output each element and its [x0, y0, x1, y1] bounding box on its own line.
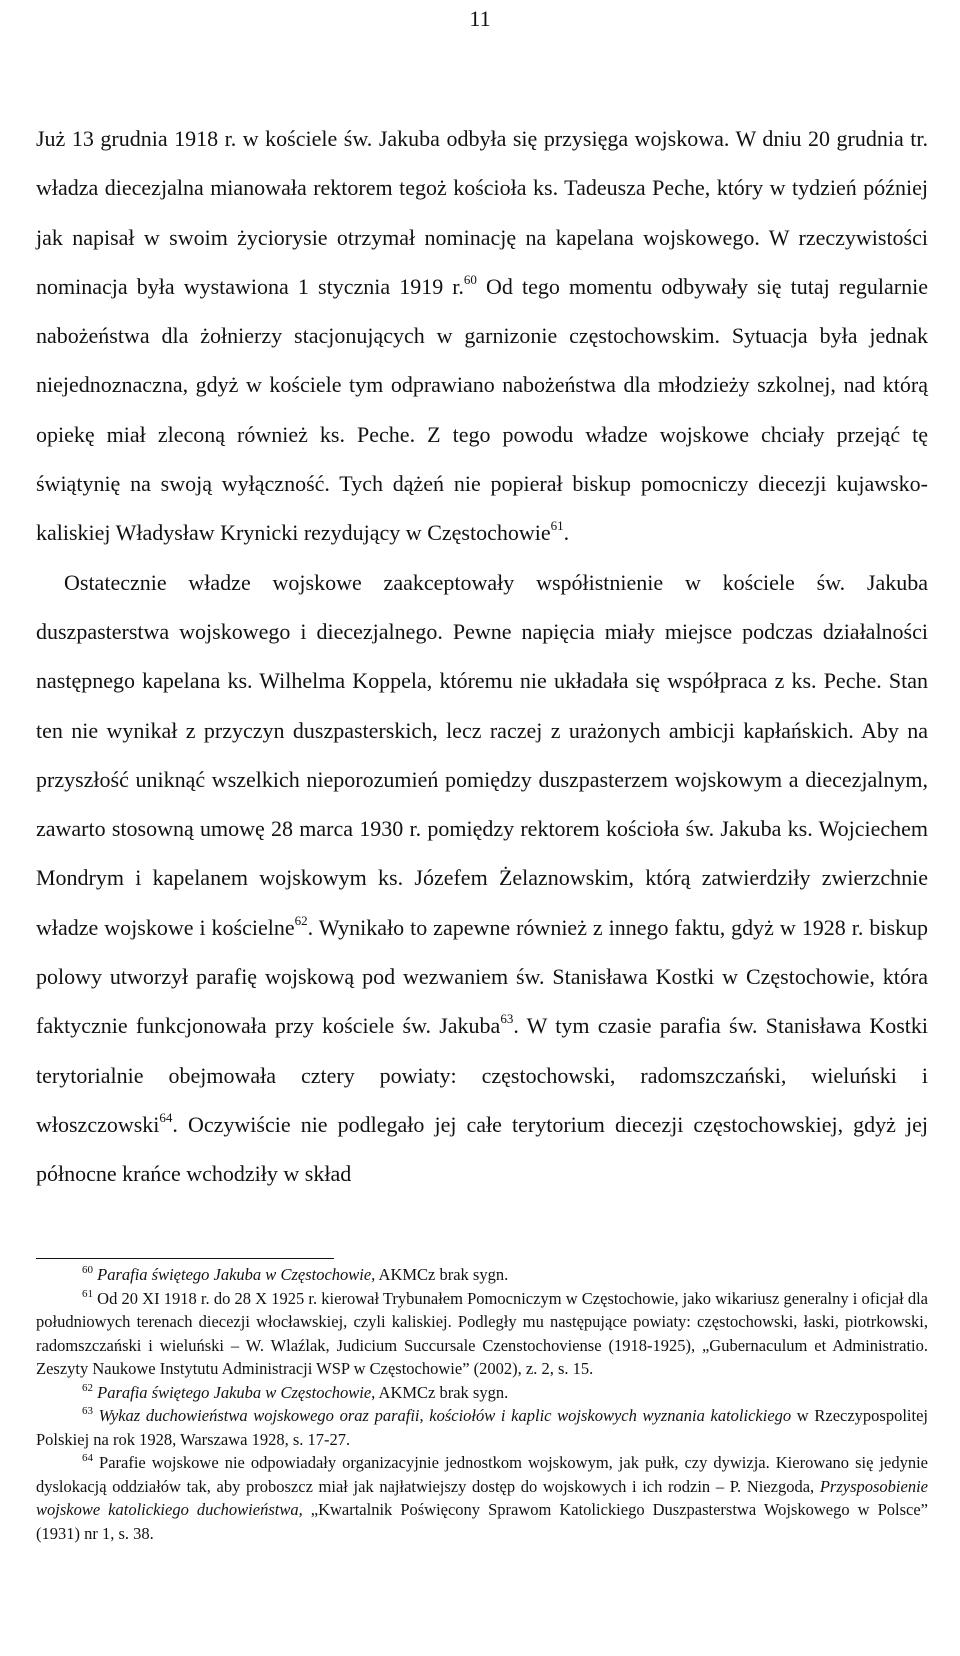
text-run: Przysposobienie wojskowe katolickiego duchowieństwa, [36, 1476, 928, 1519]
footnote-separator [36, 1258, 334, 1259]
text-run: Od 20 XI 1918 r. do 28 X 1925 r. kierował Trybunałem Pomocniczym w Częstochowie, jako wikariusz generalny i oficjał dla południowych terenach diecezji włocławskiej, czyli kaliskiej. Podległy mu następujące powiaty: częstochowski, łaski, piotrkowski, radomszczański i wieluński – W. Wlaźlak, Judicium Succursale Czenstochoviense (1918-1925), „Gubernaculum et Administratio. Zeszyty Naukowe Instytutu Administracji WSP w Częstochowie” (2002), z. 2, s. 15. [36, 1288, 928, 1378]
paragraph [36, 114, 928, 558]
text-run: Parafia świętego Jakuba w Częstochowie, [97, 1382, 376, 1402]
footnote-ref: 64 [159, 1109, 173, 1125]
text-run: w Rzeczypospolitej Polskiej na rok 1928, Warszawa 1928, s. 17-27. [36, 1406, 928, 1449]
footnote-61 [36, 1287, 928, 1381]
footnote-62 [36, 1381, 928, 1405]
footnote-64 [36, 1451, 928, 1545]
text-run: „Kwartalnik Poświęcony Sprawom Katolickiego Duszpasterstwa Wojskowego w Polsce” (1931) nr 1, s. 38. [36, 1500, 928, 1543]
text-run: Ostatecznie władze wojskowe zaakceptowały współistnienie w kościele św. Jakuba duszpasterstwa wojskowego i diecezjalnego. Pewne napięcia miały miejsce podczas działalności następnego kapelana ks. Wilhelma Koppela, któremu nie układała się współpraca z ks. Peche. Stan ten nie wynikał z przyczyn duszpasterskich, lecz raczej z urażonych ambicji kapłańskich. Aby na przyszłość uniknąć wszelkich nieporozumień pomiędzy duszpasterzem wojskowym a diecezjalnym, zawarto stosowną umowę 28 marca 1930 r. pomiędzy rektorem kościoła św. Jakuba ks. Wojciechem Mondrym i kapelanem wojskowym ks. Józefem Żelaznowskim, którą zatwierdziły zwierzchnie władze wojskowe i kościelne [36, 569, 928, 940]
text-run: Parafie wojskowe nie odpowiadały organizacyjnie jednostkom wojskowym, jak pułk, czy dywizja. Kierowano się jedynie dyslokacją oddziałów tak, aby proboszcz miał jak najłatwiejszy dostęp do wojskowych i ich rodzin – P. Niezgoda, [36, 1453, 928, 1496]
text-run: . [563, 520, 570, 546]
footnote-ref: 62 [294, 912, 308, 928]
body-text [36, 114, 928, 1199]
text-run: . Wynikało to zapewne również z innego faktu, gdyż w 1928 r. biskup polowy utworzył parafię wojskową pod wezwaniem św. Stanisława Kostki w Częstochowie, która faktycznie funkcjonowała przy kościele św. Jakuba [36, 914, 929, 1039]
text-run: . Oczywiście nie podlegało jej całe terytorium diecezji częstochowskiej, gdyż jej północne krańce wchodziły w skład [36, 1111, 928, 1187]
paragraph [36, 558, 928, 1199]
text-run: Wykaz duchowieństwa wojskowego oraz parafii, kościołów i kaplic wojskowych wyznania katolickiego [98, 1406, 792, 1425]
footnote-ref: 62 [82, 1381, 93, 1394]
page-number: 11 [469, 6, 491, 31]
footnote-ref: 61 [82, 1287, 93, 1300]
text-run: Od tego momentu odbywały się tutaj regularnie nabożeństwa dla żołnierzy stacjonujących w garnizonie częstochowskim. Sytuacja była jednak niejednoznaczna, gdyż w kościele tym odprawiano nabożeństwa dla młodzieży szkolnej, nad którą opiekę miał zleconą również ks. Peche. Z tego powodu władze wojskowe chciały przejąć tę świątynię na swoją wyłączność. Tych dążeń nie popierał biskup pomocniczy diecezji kujawsko-kaliskiej Władysław Krynicki rezydujący w Częstochowie [36, 273, 928, 546]
footnote-ref: 60 [463, 271, 477, 287]
footnote-ref: 63 [82, 1405, 93, 1417]
footnote-60 [36, 1263, 928, 1287]
footnote-ref: 61 [550, 518, 564, 534]
text-run: . W tym czasie parafia św. Stanisława Kostki terytorialnie obejmowała cztery powiaty: częstochowski, radomszczański, wieluński i włoszczowski [36, 1013, 929, 1137]
footnotes [36, 1263, 928, 1545]
footnote-63 [36, 1404, 928, 1451]
text-run: AKMCz brak sygn. [375, 1382, 509, 1402]
footnote-ref: 64 [82, 1452, 93, 1464]
text-run: Już 13 grudnia 1918 r. w kościele św. Jakuba odbyła się przysięga wojskowa. W dniu 20 grudnia tr. władza diecezjalna mianowała rektorem tegoż kościoła ks. Tadeusza Peche, który w tydzień później jak napisał w swoim życiorysie otrzymał nominację na kapelana wojskowego. W rzeczywistości nominacja była wystawiona 1 stycznia 1919 r. [36, 126, 928, 299]
footnote-ref: 60 [82, 1264, 93, 1276]
text-run: Parafia świętego Jakuba w Częstochowie, [97, 1265, 376, 1284]
footnote-ref: 63 [500, 1011, 514, 1027]
text-run: AKMCz brak sygn. [375, 1265, 509, 1284]
